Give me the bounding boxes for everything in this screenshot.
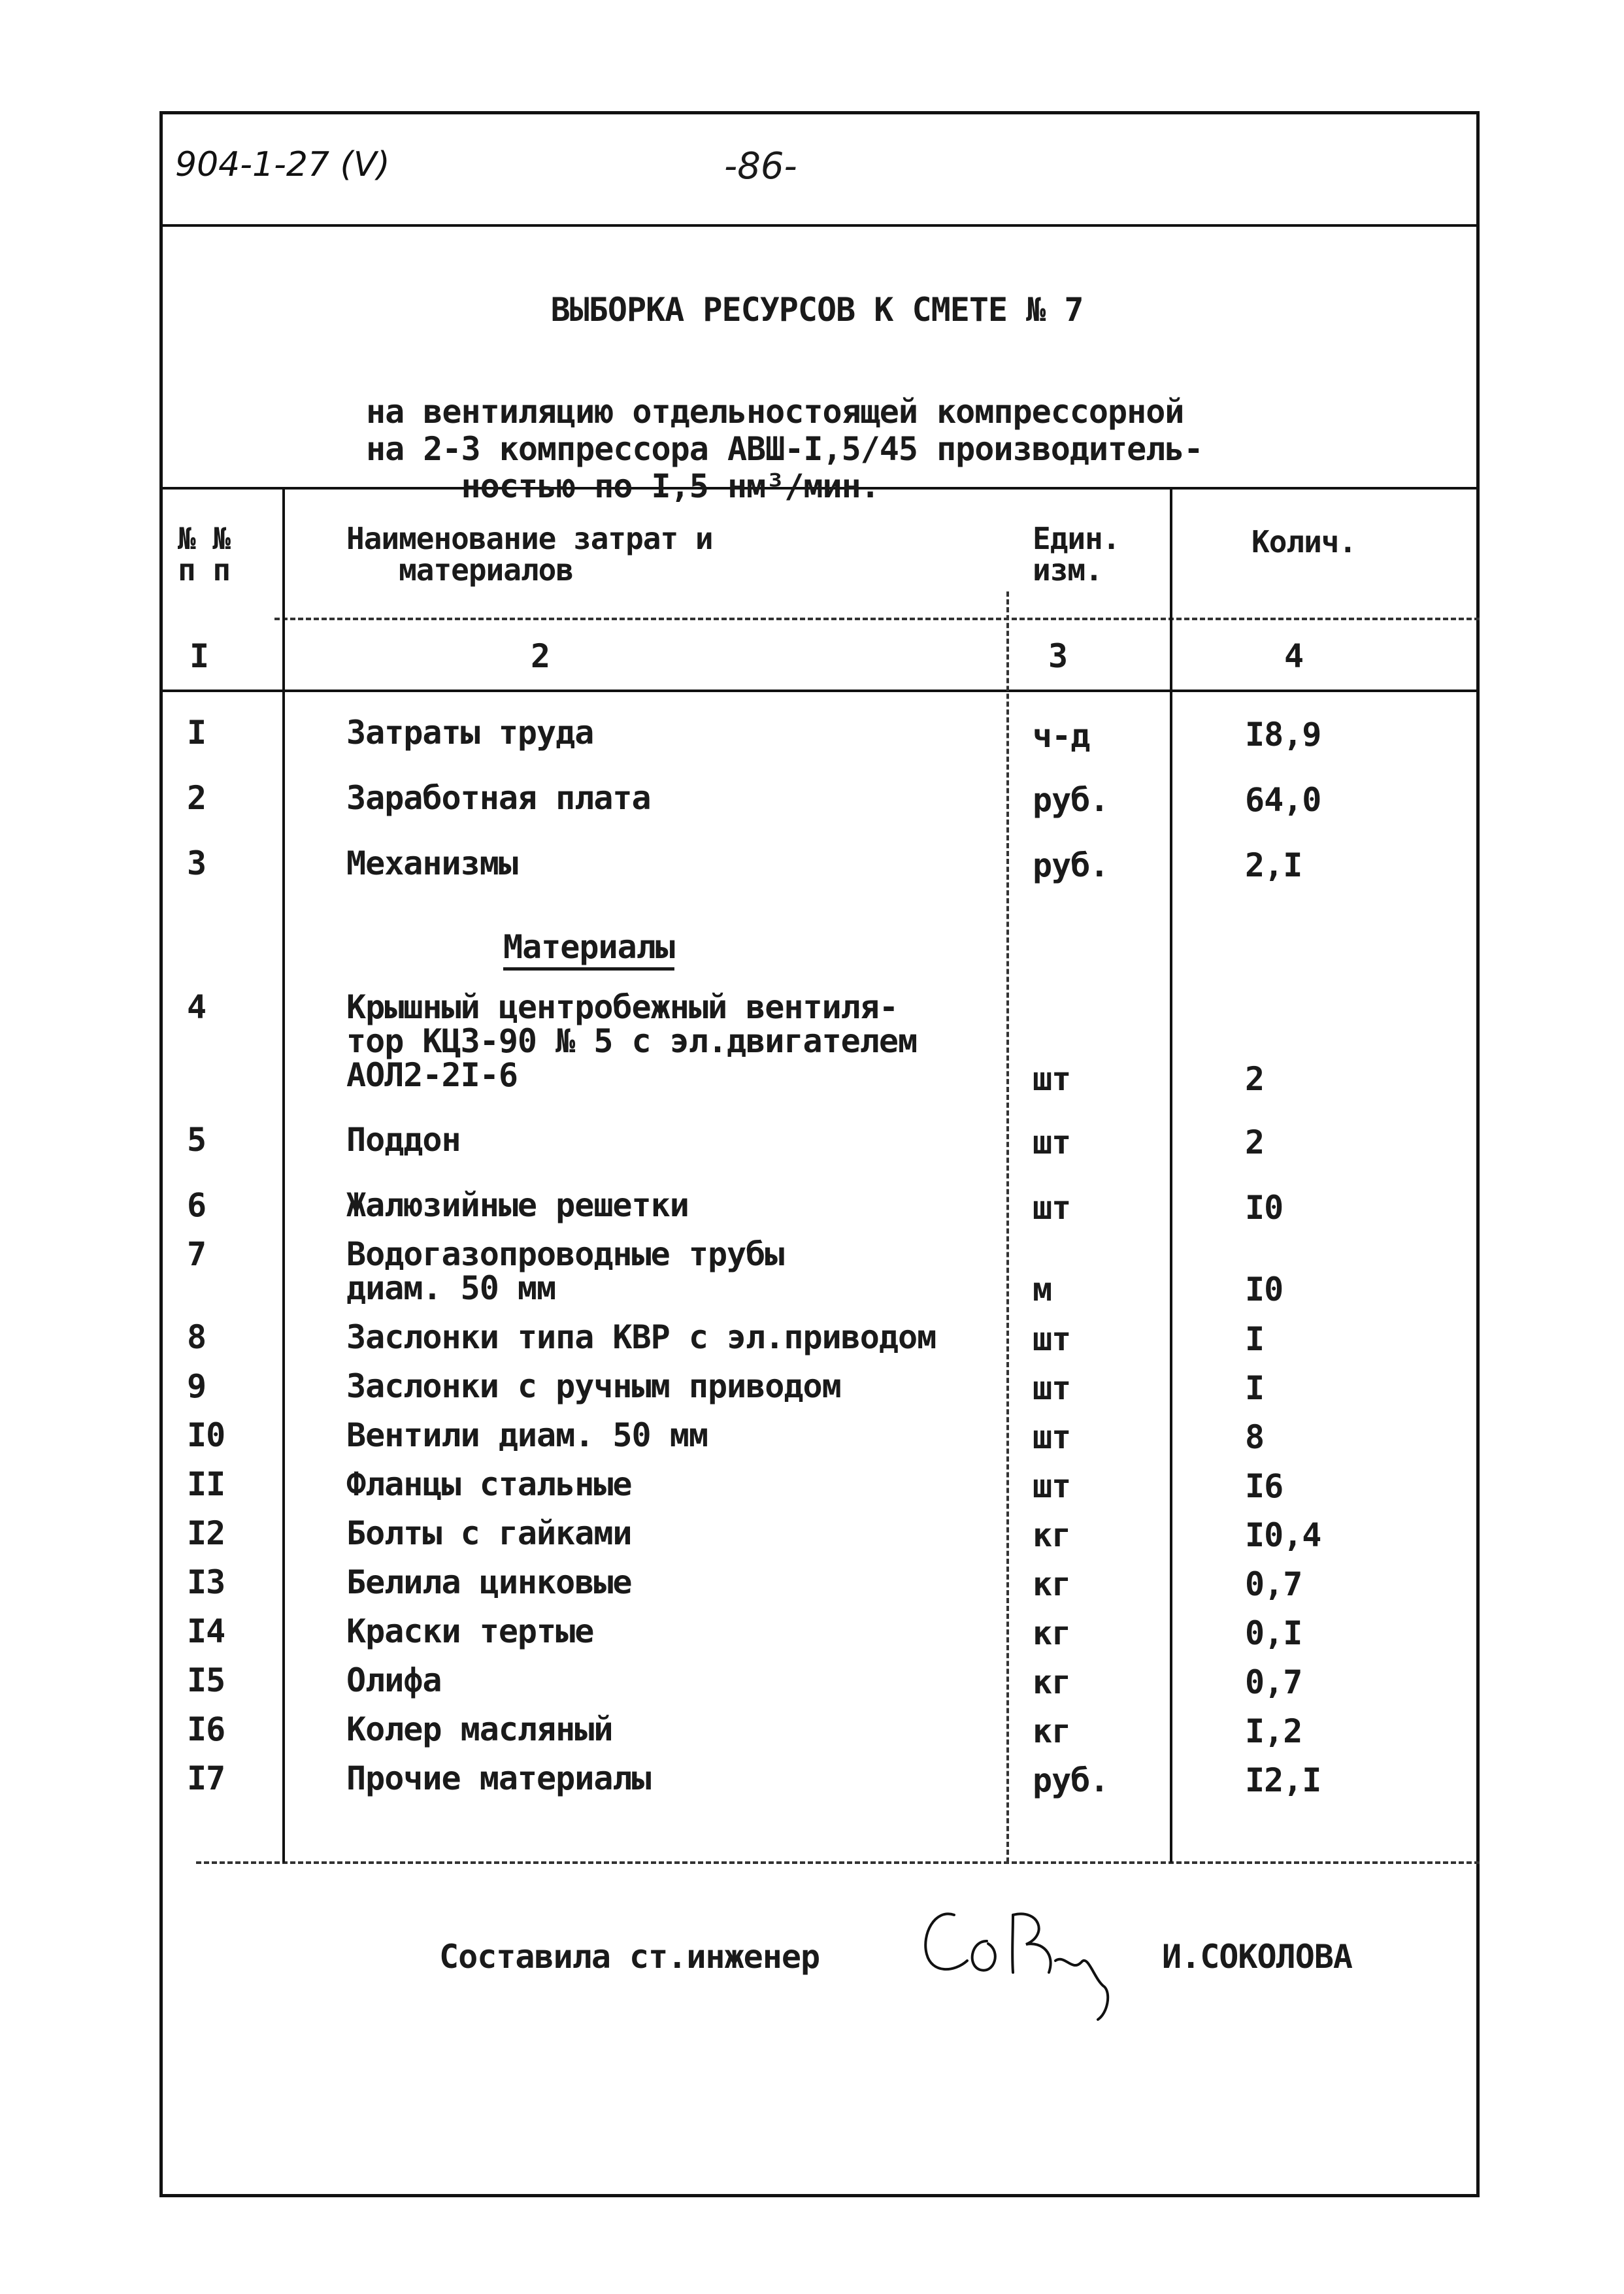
row-name: Заслонки типа КВР с эл.приводом [346, 1318, 936, 1356]
row-num: I3 [187, 1563, 225, 1601]
row-num: 3 [187, 844, 207, 882]
row-num: I2 [187, 1514, 225, 1552]
signature-stroke [925, 1914, 1108, 2020]
row-name: Болты с гайками [346, 1514, 632, 1552]
row-qty: I6 [1245, 1467, 1284, 1505]
row-unit: шт [1033, 1189, 1071, 1227]
row-qty: I8,9 [1245, 716, 1321, 754]
row-unit: м [1033, 1271, 1052, 1308]
subtitle-line: на вентиляцию отдельностоящей компрессорной [366, 393, 1184, 431]
row-name: Прочие материалы [346, 1759, 651, 1797]
row-qty: 64,0 [1245, 781, 1321, 819]
row-num: 7 [187, 1235, 207, 1273]
row-name: Колер масляный [346, 1710, 613, 1748]
row-name: Поддон [346, 1121, 461, 1159]
row-name: Заслонки с ручным приводом [346, 1367, 841, 1405]
row-name: Вентили диам. 50 мм [346, 1416, 708, 1454]
col-divider-2 [1006, 591, 1009, 1863]
colnum-divider [159, 690, 1480, 692]
row-qty: I2,I [1245, 1761, 1321, 1799]
section-materials-title: Материалы [503, 928, 674, 966]
row-name: Механизмы [346, 844, 518, 882]
row-num: I0 [187, 1416, 225, 1454]
row-num: 2 [187, 779, 207, 817]
row-num: I4 [187, 1612, 225, 1650]
document-subtitle [366, 356, 1346, 505]
row-num: 8 [187, 1318, 207, 1356]
row-name: Белила цинковые [346, 1563, 632, 1601]
row-name: Крышный центробежный вентиля- тор КЦЗ-90 № 5 с эл.двигателем АОЛ2-2I-6 [346, 988, 918, 1094]
column-number: 3 [1048, 637, 1069, 675]
row-unit: шт [1033, 1369, 1071, 1407]
row-num: I5 [187, 1661, 225, 1699]
row-name: Фланцы стальные [346, 1465, 632, 1503]
row-qty: I,2 [1245, 1712, 1302, 1750]
row-name: Водогазопроводные трубы диам. 50 мм [346, 1235, 784, 1307]
header-num: № № п п [178, 521, 231, 588]
row-qty: 0,7 [1245, 1663, 1302, 1701]
column-number: I [190, 637, 210, 675]
row-num: I7 [187, 1759, 225, 1797]
row-qty: I [1245, 1320, 1265, 1358]
row-unit: шт [1033, 1418, 1071, 1456]
subtitle-line: ностью по I,5 нм³/мин. [366, 467, 880, 505]
row-name: Олифа [346, 1661, 442, 1699]
subtitle-line: на 2-3 компрессора АВШ-I,5/45 производитель- [366, 430, 1203, 468]
row-unit: шт [1033, 1123, 1071, 1161]
row-unit: шт [1033, 1467, 1071, 1505]
row-unit: кг [1033, 1565, 1071, 1603]
column-number: 4 [1284, 637, 1304, 675]
row-name: Краски тертые [346, 1612, 594, 1650]
row-unit: руб. [1033, 781, 1109, 819]
row-unit: шт [1033, 1060, 1071, 1098]
row-unit: кг [1033, 1516, 1071, 1554]
row-num: 9 [187, 1367, 207, 1405]
col-divider-3 [1170, 487, 1172, 1863]
row-num: 6 [187, 1186, 207, 1224]
row-unit: кг [1033, 1712, 1071, 1750]
row-qty: I0,4 [1245, 1516, 1321, 1554]
row-qty: 0,7 [1245, 1565, 1302, 1603]
row-qty: 8 [1245, 1418, 1265, 1456]
row-num: 5 [187, 1121, 207, 1159]
row-name: Затраты труда [346, 714, 594, 752]
document-code: 904-1-27 (V) [175, 145, 390, 184]
row-unit: шт [1033, 1320, 1071, 1358]
row-qty: I0 [1245, 1271, 1284, 1308]
header-row-divider [274, 618, 1480, 620]
header-unit: Един. изм. [1033, 521, 1120, 588]
row-num: I6 [187, 1710, 225, 1748]
header-name: Наименование затрат и материалов [346, 521, 713, 588]
compiled-by-label: Составила ст.инженер [439, 1938, 820, 1976]
row-num: 4 [187, 988, 207, 1026]
column-number: 2 [531, 637, 551, 675]
row-qty: 2 [1245, 1123, 1265, 1161]
row-name: Жалюзийные решетки [346, 1186, 689, 1224]
table-bottom-divider [196, 1861, 1480, 1864]
row-qty: 0,I [1245, 1614, 1302, 1652]
row-unit: ч-д [1033, 717, 1090, 755]
row-qty: 2,I [1245, 846, 1302, 884]
row-unit: кг [1033, 1663, 1071, 1701]
row-num: I [187, 714, 207, 752]
row-unit: руб. [1033, 1761, 1109, 1799]
document-title: ВЫБОРКА РЕСУРСОВ К СМЕТЕ № 7 [550, 291, 1084, 329]
col-divider-1 [282, 487, 285, 1863]
row-unit: кг [1033, 1614, 1071, 1652]
row-num: II [187, 1465, 225, 1503]
author-name: И.СОКОЛОВА [1162, 1938, 1353, 1976]
page-number: -86- [724, 145, 797, 188]
signature [915, 1889, 1150, 2026]
header-qty: Колич. [1251, 524, 1357, 559]
row-name: Заработная плата [346, 779, 651, 817]
row-qty: I0 [1245, 1189, 1284, 1227]
header-divider [159, 224, 1480, 227]
row-qty: 2 [1245, 1060, 1265, 1098]
row-unit: руб. [1033, 846, 1109, 884]
row-qty: I [1245, 1369, 1265, 1407]
